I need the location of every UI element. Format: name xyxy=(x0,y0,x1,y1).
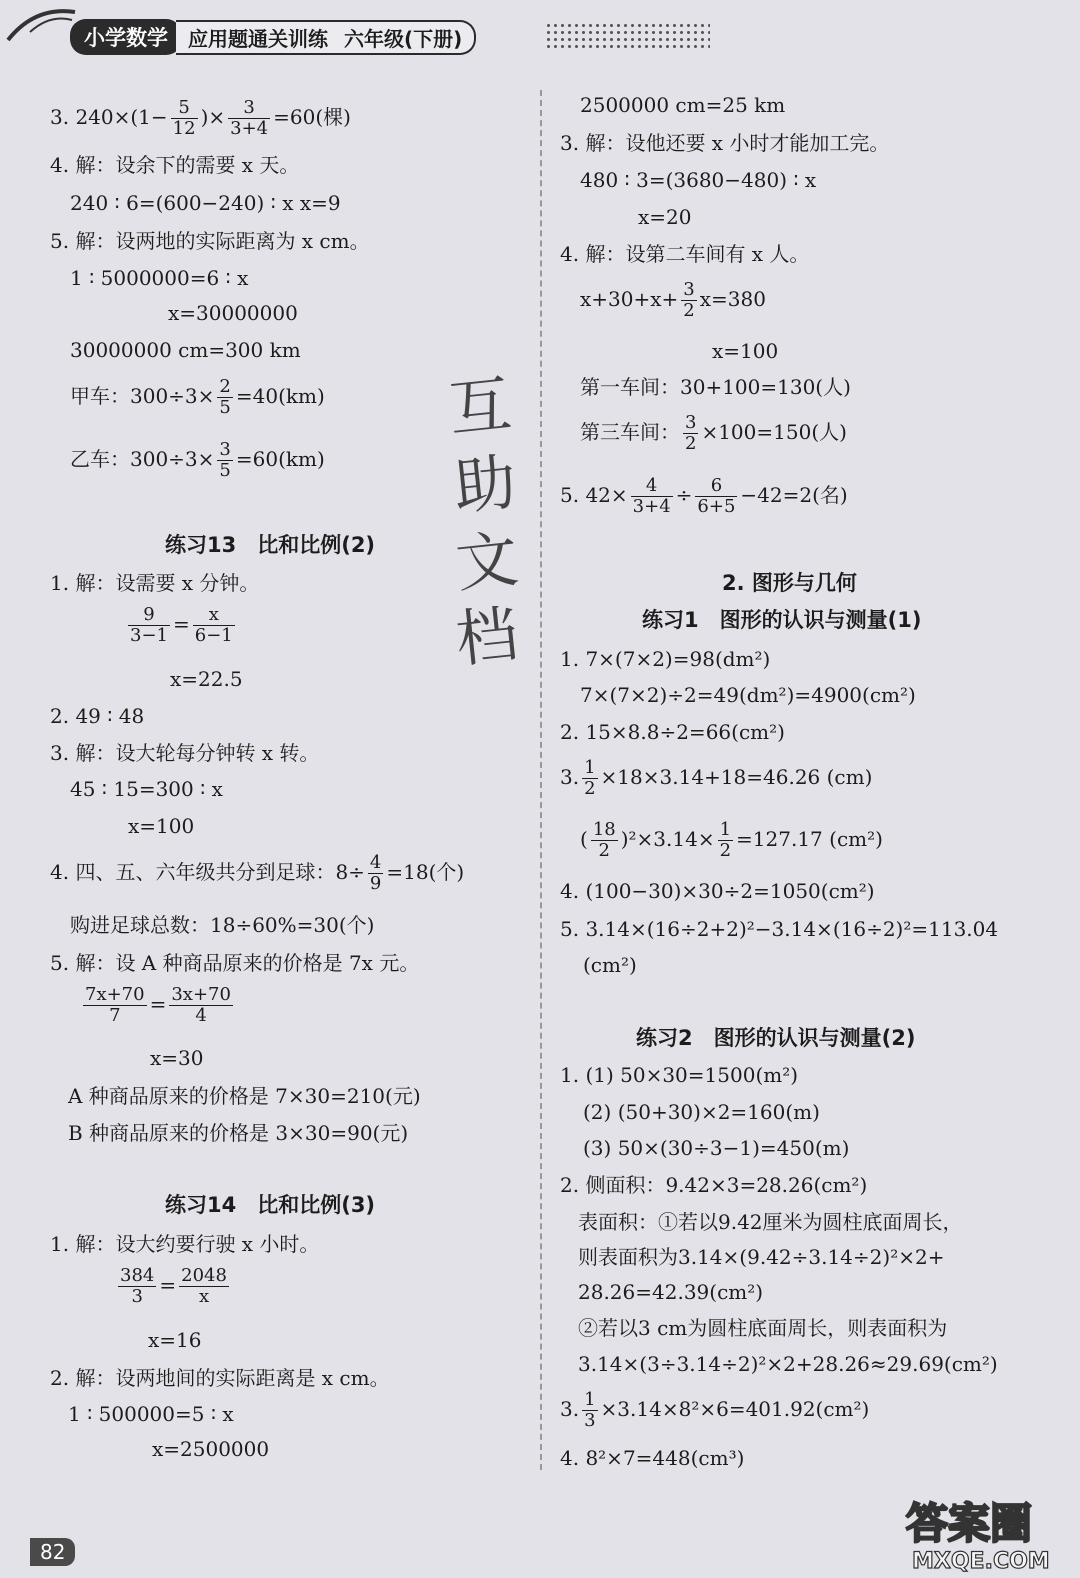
section-title-13: 练习13 比和比例(2) xyxy=(165,533,376,557)
s13-q2: 2. 49 ∶ 48 xyxy=(50,704,145,728)
left-q5: 5. 解：设两地的实际距离为 x cm。 xyxy=(50,229,370,253)
left-q3: 3. 240×(1− $\frac{5}{12}$ )× $\frac{3}{3+4}$ =60(棵) xyxy=(50,97,351,139)
s13-q3-eq: 45 ∶ 15=300 ∶ x xyxy=(70,777,223,801)
column-divider xyxy=(540,90,542,1470)
s14-q1-ans: x=16 xyxy=(148,1328,202,1352)
fraction: $\frac{3}{5}$ xyxy=(219,439,231,481)
s13-q5: 5. 解：设 A 种商品原来的价格是 7x 元。 xyxy=(50,951,420,975)
watermark-url: MXQE.COM xyxy=(912,1549,1050,1572)
grade-label: 六年级(下册) xyxy=(344,26,463,51)
fraction: $\frac{18}{2}$ xyxy=(592,819,616,861)
right-q4-a: 第一车间：30+100=130(人) xyxy=(580,375,851,399)
left-q5-eq2: x=30000000 xyxy=(168,301,298,325)
s1-q3b: ( $\frac{18}{2}$ )²×3.14× $\frac{1}{2}$ =127.17 (cm²) xyxy=(580,819,883,861)
s1-q5b: (cm²) xyxy=(583,953,637,977)
section-title-1: 练习1 图形的认识与测量(1) xyxy=(642,608,922,632)
s2-q2f: 3.14×(3÷3.14÷2)²×2+28.26≈29.69(cm²) xyxy=(578,1352,998,1376)
fraction: $\frac{3x+70}{4}$ xyxy=(171,984,231,1026)
s14-q2-ans: x=2500000 xyxy=(152,1437,270,1461)
fraction: $\frac{1}{3}$ xyxy=(584,1389,596,1431)
chapter-title: 2. 图形与几何 xyxy=(722,571,857,595)
section-title-14: 练习14 比和比例(3) xyxy=(165,1193,376,1217)
fraction: $\frac{2}{5}$ xyxy=(219,376,231,418)
s13-q1-ans: x=22.5 xyxy=(170,667,243,691)
s13-q3-ans: x=100 xyxy=(128,814,195,838)
right-q4-b: 第三车间： $\frac{3}{2}$ ×100=150(人) xyxy=(580,412,847,454)
s2-q1a: 1. (1) 50×30=1500(m²) xyxy=(560,1063,799,1087)
book-title-box xyxy=(176,20,476,55)
left-q5-jia: 甲车：300÷3× $\frac{2}{5}$ =40(km) xyxy=(70,376,325,418)
fraction: $\frac{4}{9}$ xyxy=(369,852,382,894)
s1-q2: 2. 15×8.8÷2=66(cm²) xyxy=(560,720,785,744)
s13-q1: 1. 解：设需要 x 分钟。 xyxy=(50,571,260,595)
left-q5-eq1: 1 ∶ 5000000=6 ∶ x xyxy=(70,266,249,290)
s13-q4-b: 购进足球总数：18÷60%=30(个) xyxy=(70,913,375,937)
fraction: $\frac{1}{2}$ xyxy=(584,757,596,799)
s2-q2c: 则表面积为3.14×(9.42÷3.14÷2)²×2+ xyxy=(578,1245,945,1269)
s2-q2e: ②若以3 cm为圆柱底面周长，则表面积为 xyxy=(578,1316,948,1340)
header-dots-decoration xyxy=(545,22,710,52)
s13-q5-eq: $\frac{7x+70}{7}$ = $\frac{3x+70}{4}$ xyxy=(85,984,231,1026)
page-header xyxy=(70,20,476,54)
s13-q1-eq: $\frac{9}{3-1}$ = $\frac{x}{6-1}$ xyxy=(130,604,233,646)
right-q4-eq: x+30+x+ $\frac{3}{2}$ x=380 xyxy=(580,279,766,321)
s1-q3: 3. $\frac{1}{2}$ ×18×3.14+18=46.26 (cm) xyxy=(560,757,873,799)
left-q5-yi: 乙车：300÷3× $\frac{3}{5}$ =60(km) xyxy=(70,439,325,481)
right-q3-ans: x=20 xyxy=(638,205,692,229)
book-subtitle: 应用题通关训练 xyxy=(188,26,328,51)
left-q5-eq3: 30000000 cm=300 km xyxy=(70,338,301,362)
s13-q5-b: B 种商品原来的价格是 3×30=90(元) xyxy=(68,1121,409,1145)
s14-q1-eq: $\frac{384}{3}$ = $\frac{2048}{x}$ xyxy=(120,1265,227,1307)
s2-q2d: 28.26=42.39(cm²) xyxy=(578,1280,764,1304)
right-q5: 5. 42× $\frac{4}{3+4}$ ÷ $\frac{6}{6+5}$ −42=2(名) xyxy=(560,475,848,517)
handwriting-char: 助 xyxy=(450,444,520,525)
s13-q3: 3. 解：设大轮每分钟转 x 转。 xyxy=(50,741,320,765)
series-title: 小学数学 xyxy=(70,19,182,55)
fraction: $\frac{6}{6+5}$ xyxy=(697,475,736,517)
fraction: $\frac{1}{2}$ xyxy=(719,819,732,861)
right-q4-ans: x=100 xyxy=(712,339,779,363)
fraction: $\frac{4}{3+4}$ xyxy=(632,475,671,517)
left-q4-eq: 240 ∶ 6=(600−240) ∶ x x=9 xyxy=(70,191,341,215)
watermark-text: 答案圈 xyxy=(906,1499,1033,1548)
watermark-logo xyxy=(898,1492,1068,1572)
s2-q4: 4. 8²×7=448(cm³) xyxy=(560,1446,745,1470)
s2-q1b: (2) (50+30)×2=160(m) xyxy=(583,1100,820,1124)
s14-q1: 1. 解：设大约要行驶 x 小时。 xyxy=(50,1232,320,1256)
handwriting-char: 档 xyxy=(452,596,522,677)
right-l1: 2500000 cm=25 km xyxy=(580,93,786,117)
fraction: $\frac{3}{3+4}$ xyxy=(230,97,269,139)
s13-q5-ans: x=30 xyxy=(150,1046,204,1070)
section-title-2: 练习2 图形的认识与测量(2) xyxy=(636,1026,916,1050)
fraction: $\frac{2048}{x}$ xyxy=(181,1265,227,1307)
s13-q5-a: A 种商品原来的价格是 7×30=210(元) xyxy=(68,1084,421,1108)
fraction: $\frac{3}{2}$ xyxy=(685,412,697,454)
fraction: $\frac{384}{3}$ xyxy=(120,1265,155,1307)
fraction: $\frac{3}{2}$ xyxy=(683,279,695,321)
s2-q2: 2. 侧面积：9.42×3=28.26(cm²) xyxy=(560,1173,868,1197)
s2-q3: 3. $\frac{1}{3}$ ×3.14×8²×6=401.92(cm²) xyxy=(560,1389,870,1431)
s1-q1: 1. 7×(7×2)=98(dm²) xyxy=(560,647,771,671)
s2-q2b: 表面积：①若以9.42厘米为圆柱底面周长， xyxy=(578,1210,963,1234)
right-q4: 4. 解：设第二车间有 x 人。 xyxy=(560,242,810,266)
s1-q4: 4. (100−30)×30÷2=1050(cm²) xyxy=(560,879,875,903)
fraction: $\frac{5}{12}$ xyxy=(172,97,196,139)
s1-q5: 5. 3.14×(16÷2+2)²−3.14×(16÷2)²=113.04 xyxy=(560,917,999,941)
handwriting-char: 互 xyxy=(445,366,515,447)
s14-q2: 2. 解：设两地间的实际距离是 x cm。 xyxy=(50,1366,390,1390)
handwriting-char: 文 xyxy=(452,521,522,602)
s14-q2-eq: 1 ∶ 500000=5 ∶ x xyxy=(68,1402,234,1426)
fraction: $\frac{9}{3-1}$ xyxy=(130,604,168,646)
s1-q1b: 7×(7×2)÷2=49(dm²)=4900(cm²) xyxy=(580,683,916,707)
page-number: 82 xyxy=(30,1538,75,1566)
right-q3-eq: 480 ∶ 3=(3680−480) ∶ x xyxy=(580,168,817,192)
right-q3: 3. 解：设他还要 x 小时才能加工完。 xyxy=(560,131,890,155)
fraction: $\frac{7x+70}{7}$ xyxy=(85,984,145,1026)
s2-q1c: (3) 50×(30÷3−1)=450(m) xyxy=(583,1136,850,1160)
header-swoosh-decoration xyxy=(0,0,80,60)
left-q4: 4. 解：设余下的需要 x 天。 xyxy=(50,153,300,177)
fraction: $\frac{x}{6-1}$ xyxy=(194,604,233,646)
s13-q4: 4. 四、五、六年级共分到足球：8÷ $\frac{4}{9}$ =18(个) xyxy=(50,852,465,894)
